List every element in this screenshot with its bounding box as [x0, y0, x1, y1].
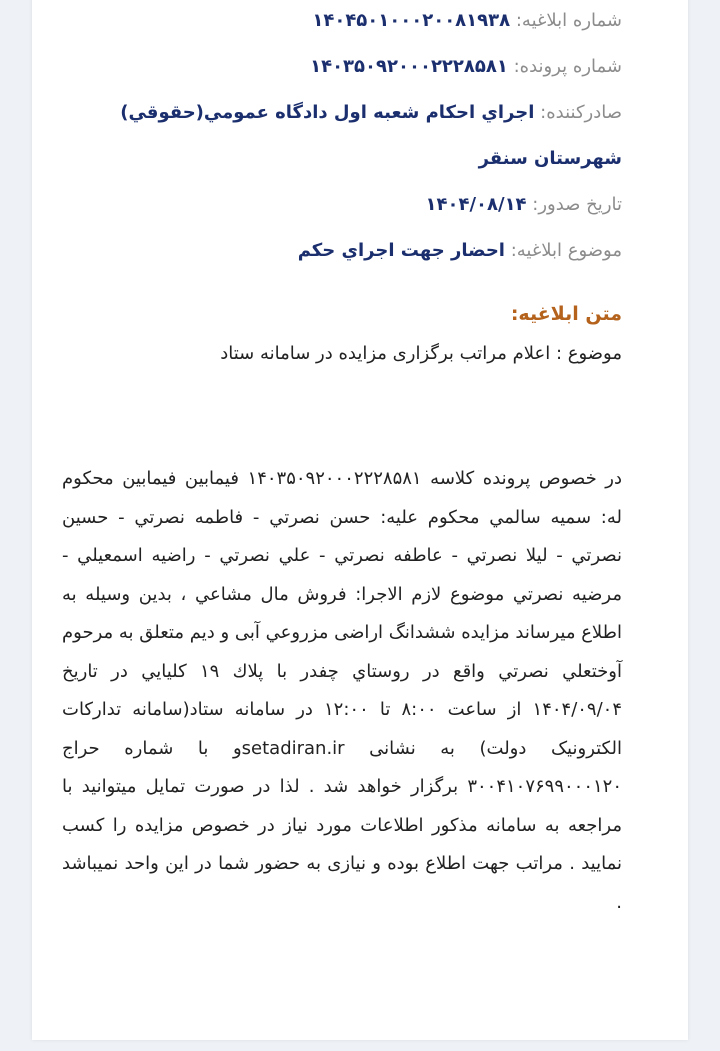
notice-subject-row	[62, 228, 622, 274]
notice-text-subject: موضوع : اعلام مراتب برگزاری مزایده در سامانه ستاد	[220, 343, 622, 364]
issue-date-row	[62, 182, 622, 228]
issuer-value: اجراي احكام شعبه اول دادگاه عمومي(حقوقي) شهرستان سنقر	[120, 102, 622, 169]
issue-date-value: ۱۴۰۴/۰۸/۱۴	[425, 194, 527, 215]
notice-number-value: ۱۴۰۴۵۰۱۰۰۰۲۰۰۸۱۹۳۸	[312, 10, 511, 31]
case-number-value: ۱۴۰۳۵۰۹۲۰۰۰۲۲۲۸۵۸۱	[310, 56, 508, 77]
issuer-label: صادرکننده:	[540, 102, 622, 123]
notice-subject-value: احضار جهت اجراي حكم	[297, 240, 505, 261]
issuer-row	[62, 90, 622, 182]
notice-number-row	[62, 0, 622, 44]
notice-text-body: در خصوص پرونده كلاسه ۱۴۰۳۵۰۹۲۰۰۰۲۲۲۸۵۸۱ فيمابين فيمابين محكوم له: سميه سالمي محكوم عليه: حسن نصرتي - فاطمه نصرتي - حسين نصرتي - ليلا نصرتي - عاطفه نصرتي - علي نصرتي - راضيه اسمعيلي - مرضيه نصرتي موضوع لازم الاجرا: فروش مال مشاعي ، بدين وسيله به اطلاع ميرساند مزایده ششدانگ اراضی مزروعي آبی و دیم متعلق به مرحوم آوختعلي نصرتي واقع در روستاي چفدر با پلاك ۱۹ كليايي در تاريخ ۱۴۰۴/۰۹/۰۴ از ساعت ۸:۰۰ تا ۱۲:۰۰ در سامانه ستاد(سامانه تداركات الكترونيک دولت) به نشانی setadiran.irو با شماره حراج ۳۰۰۴۱۰۷۶۹۹۰۰۰۱۲۰ برگزار خواهد شد . لذا در صورت تمايل ميتوانيد با مراجعه به سامانه مذكور اطلاعات مورد نياز در خصوص مزايده را كسب نماييد . مراتب جهت اطلاع بوده و نيازی به حضور شما در اين واحد نميباشد .	[62, 468, 623, 913]
notice-text-heading: متن ابلاغیه:	[510, 303, 622, 325]
notice-card	[32, 0, 688, 1040]
notice-subject-label: موضوع ابلاغیه:	[510, 240, 622, 261]
issue-date-label: تاریخ صدور:	[532, 194, 622, 215]
case-number-label: شماره پرونده:	[513, 56, 622, 77]
notice-number-label: شماره ابلاغیه:	[515, 10, 622, 31]
case-number-row	[62, 44, 622, 90]
